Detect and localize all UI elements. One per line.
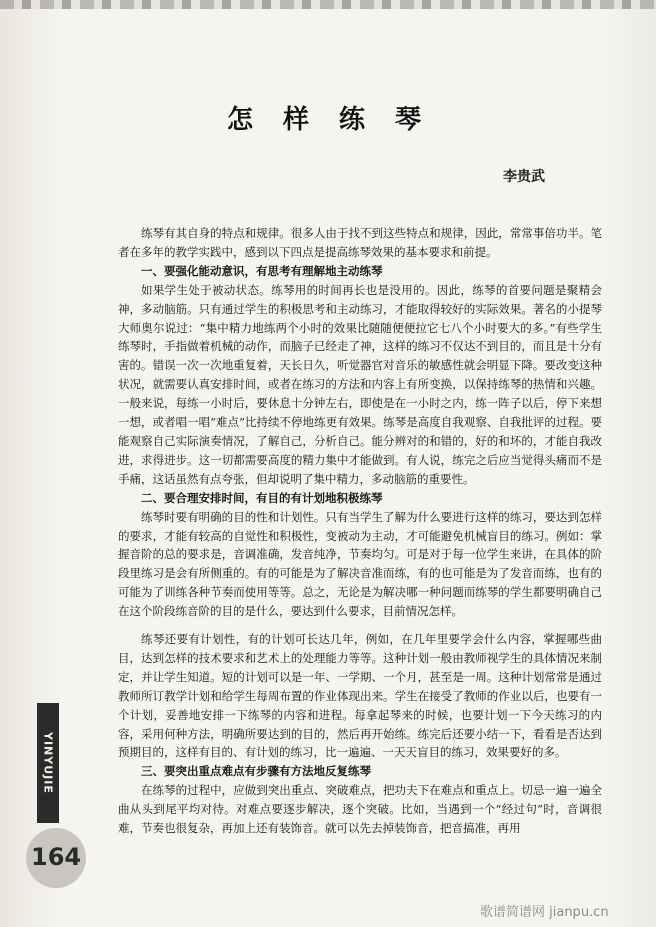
- magazine-brand-label: YINYUJIE: [41, 732, 55, 794]
- section-2-paragraph-1: 练琴时要有明确的目的性和计划性。只有当学生了解为什么要进行这样的练习，要达到怎样的要求，才能有较高的自觉性和积极性，变被动为主动，才可能避免机械盲目的练习。例如：掌握音阶的总的要求是，音调准确，发音纯净，节奏均匀。可是对于每一位学生来讲，在具体的阶段里练习是会有所侧重的。有的可能是为了解决音准而练，有的也可能是为了发音而练，也有的可能为了训练各种节奏而使用等等。总之，无论是为解决哪一种问题而练琴的学生都要明确自己在这个阶段练音阶的目的是什么，要达到什么要求，目前情况怎样。: [118, 509, 602, 619]
- article-body: [118, 224, 602, 838]
- page-number: 164: [31, 843, 82, 871]
- scan-top-edge: [0, 0, 656, 9]
- section-heading-3: 三、要突出重点难点有步骤有方法地反复练琴: [141, 764, 371, 779]
- magazine-brand-tab: [37, 703, 59, 823]
- article-author: 李贵武: [503, 169, 545, 185]
- section-heading-1: 一、要强化能动意识，有思考有理解地主动练琴: [141, 263, 383, 278]
- site-watermark: 歌谱简谱网 jianpu.cn: [480, 905, 609, 920]
- section-1-paragraph: 如果学生处于被动状态。练琴用的时间再长也是没用的。因此，练琴的首要问题是聚精会神，多动脑筋。只有通过学生的积极思考和主动练习，才能取得较好的实际效果。著名的小提琴大师奥尔说过：“集中精力地练两个小时的效果比随随便便拉它七八个小时要大的多。”有些学生练琴时，手指做着机械的动作，而脑子已经走了神，这样的练习不仅达不到目的，而且是十分有害的。错误一次一次地重复着，天长日久，听觉器官对音乐的敏感性就会明显下降。要改变这种状况，就需要认真安排时间，或者在练习的方法和内容上有所变换，以保持练琴的热情和兴趣。一般来说，每练一小时后，要休息十分钟左右，即使是在一小时之内，练一阵子以后，停下来想一想，或者唱一唱“难点”比持续不停地练更有效果。练琴是高度自我观察、自我批评的过程。要能观察自己实际演奏情况，了解自己，分析自己。能分辨对的和错的，好的和坏的，才能自我改进，求得进步。这一切都需要高度的精力集中才能做到。有人说，练完之后应当觉得头痛而不是手痛，这话虽然有点夸张，但却说明了集中精力，多动脑筋的重要性。: [118, 282, 602, 486]
- intro-paragraph: 练琴有其自身的特点和规律。很多人由于找不到这些特点和规律，因此，常常事倍功半。笔者在多年的教学实践中，感到以下四点是提高练琴效果的基本要求和前提。: [118, 226, 602, 259]
- section-2-paragraph-2: 练琴还要有计划性，有的计划可长达几年，例如，在几年里要学会什么内容，掌握哪些曲目，达到怎样的技术要求和艺术上的处理能力等等。这种计划一般由教师视学生的具体情况来制定，并让学生知道。短的计划可以是一年、一学期、一个月，甚至是一周。这种计划常常是通过教师所订教学计划和给学生每周布置的作业体现出来。学生在接受了教师的作业以后，也要有一个计划，妥善地安排一下练琴的内容和进程。每拿起琴来的时候，也要计划一下今天练习的内容，采用何种方法，明确所要达到的目的，然后再开始练。练完后还要小结一下，看看是否达到预期目的，这样有目的、有计划的练习，比一遍遍、一天天盲目的练习，效果要好的多。: [118, 632, 602, 760]
- section-3-paragraph: 在练琴的过程中，应做到突出重点、突破难点，把功夫下在难点和重点上。切忌一遍一遍全曲从头到尾平均对待。对难点要逐步解决，逐个突破。比如，当遇到一个“经过句”时，音调很难，节奏也很复杂，再加上还有装饰音。就可以先去掉装饰音，把音搞准，再用: [118, 783, 602, 836]
- section-heading-2: 二、要合理安排时间，有目的有计划地积极练琴: [141, 490, 383, 505]
- article-title: 怎样练琴: [226, 105, 451, 135]
